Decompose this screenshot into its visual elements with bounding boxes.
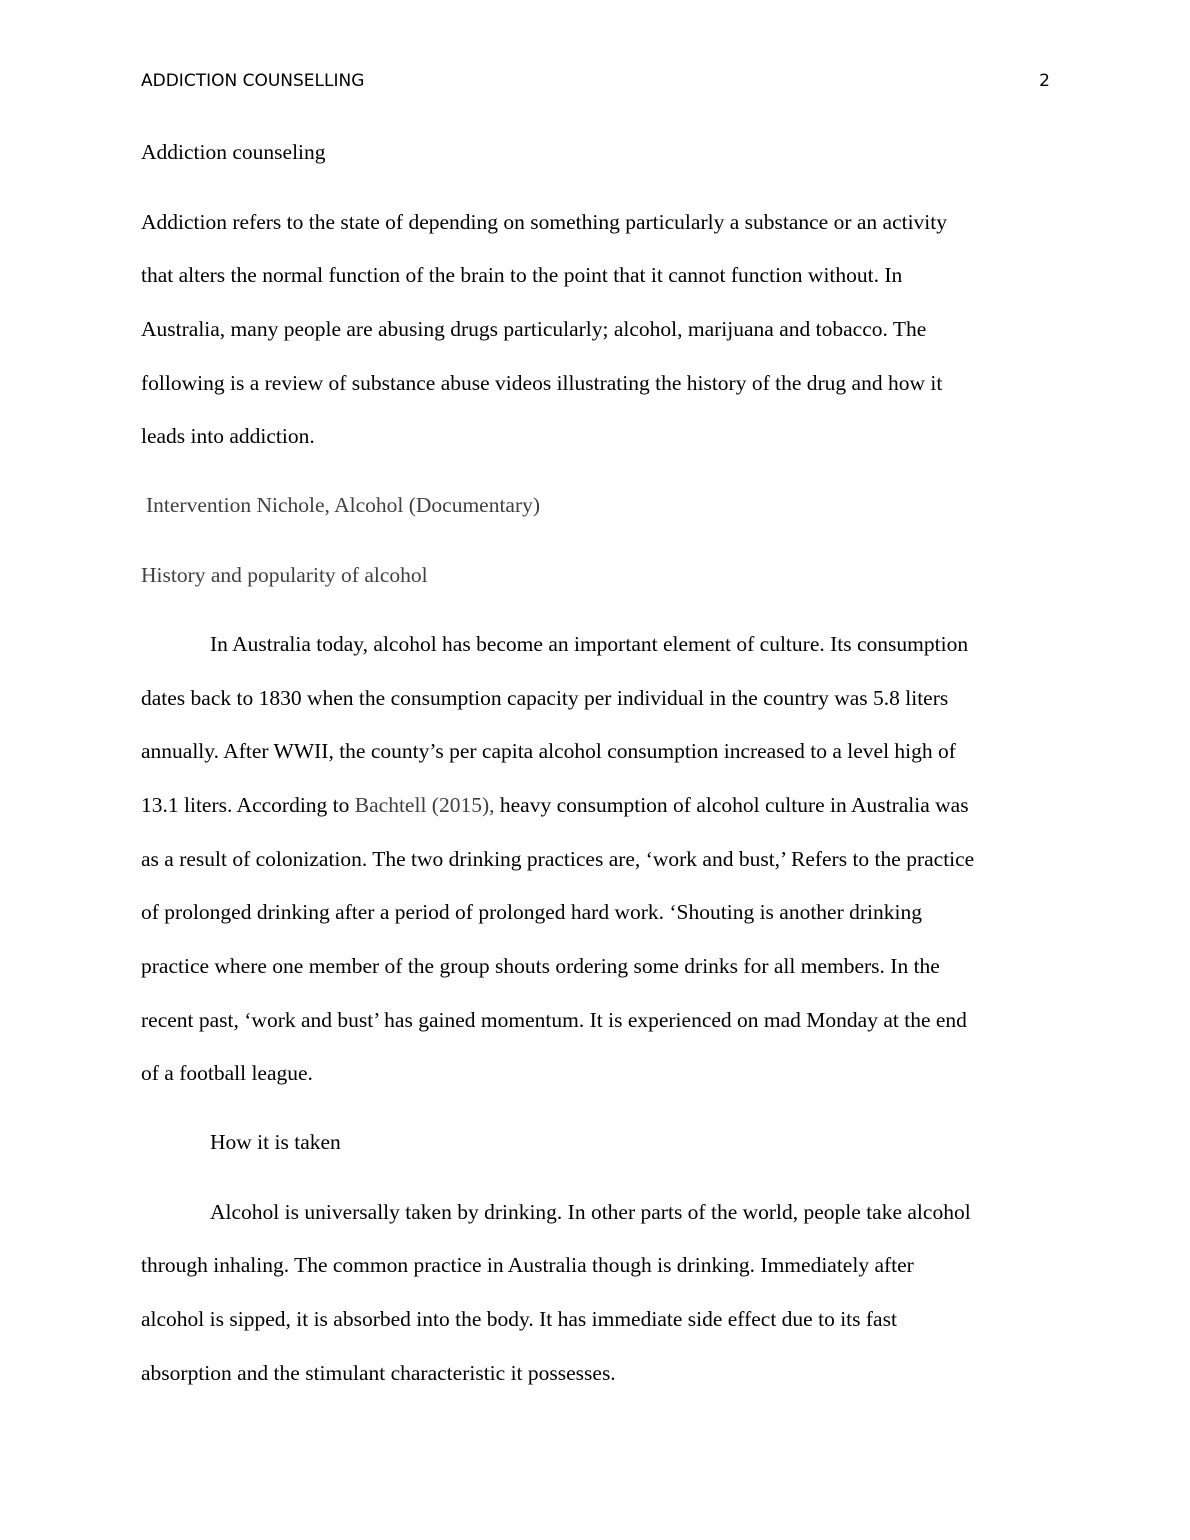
how-taken-line: alcohol is sipped, it is absorbed into the body. It has immediate side effect due to its fast <box>141 1307 897 1331</box>
history-heading: History and popularity of alcohol <box>141 563 428 587</box>
history-line: as a result of colonization. The two drinking practices are, ‘work and bust,’ Refers to the practice <box>141 847 975 871</box>
how-taken-line: Alcohol is universally taken by drinking. In other parts of the world, people take alcohol <box>210 1200 971 1224</box>
how-taken-line: absorption and the stimulant characteristic it possesses. <box>141 1361 616 1385</box>
history-line: of prolonged drinking after a period of prolonged hard work. ‘Shouting is another drinking <box>141 900 922 924</box>
intro-line: Australia, many people are abusing drugs particularly; alcohol, marijuana and tobacco. The <box>141 317 927 341</box>
running-head: ADDICTION COUNSELLING <box>141 71 365 91</box>
history-text: 13.1 liters. According to <box>141 793 355 817</box>
history-line: recent past, ‘work and bust’ has gained momentum. It is experienced on mad Monday at the end <box>141 1008 967 1032</box>
intro-line: Addiction refers to the state of depending on something particularly a substance or an activity <box>141 210 948 234</box>
history-line: of a football league. <box>141 1061 313 1085</box>
intro-line: that alters the normal function of the brain to the point that it cannot function without. In <box>141 263 903 287</box>
document-title: Addiction counseling <box>141 140 326 164</box>
citation: Bachtell (2015), <box>354 793 495 817</box>
history-line: annually. After WWII, the county’s per capita alcohol consumption increased to a level high of <box>141 739 956 763</box>
video-heading: Intervention Nichole, Alcohol (Documentary) <box>146 493 541 517</box>
history-text: heavy consumption of alcohol culture in Australia was <box>494 793 969 817</box>
page-number: 2 <box>1039 71 1050 91</box>
history-line: dates back to 1830 when the consumption capacity per individual in the country was 5.8 liters <box>141 686 949 710</box>
history-line-with-citation <box>141 795 969 817</box>
intro-line: leads into addiction. <box>141 424 315 448</box>
history-line: In Australia today, alcohol has become an important element of culture. Its consumption <box>210 632 969 656</box>
how-taken-heading: How it is taken <box>210 1130 341 1154</box>
how-taken-line: through inhaling. The common practice in Australia though is drinking. Immediately after <box>141 1253 914 1277</box>
history-line: practice where one member of the group shouts ordering some drinks for all members. In the <box>141 954 940 978</box>
intro-line: following is a review of substance abuse videos illustrating the history of the drug and how it <box>141 371 943 395</box>
